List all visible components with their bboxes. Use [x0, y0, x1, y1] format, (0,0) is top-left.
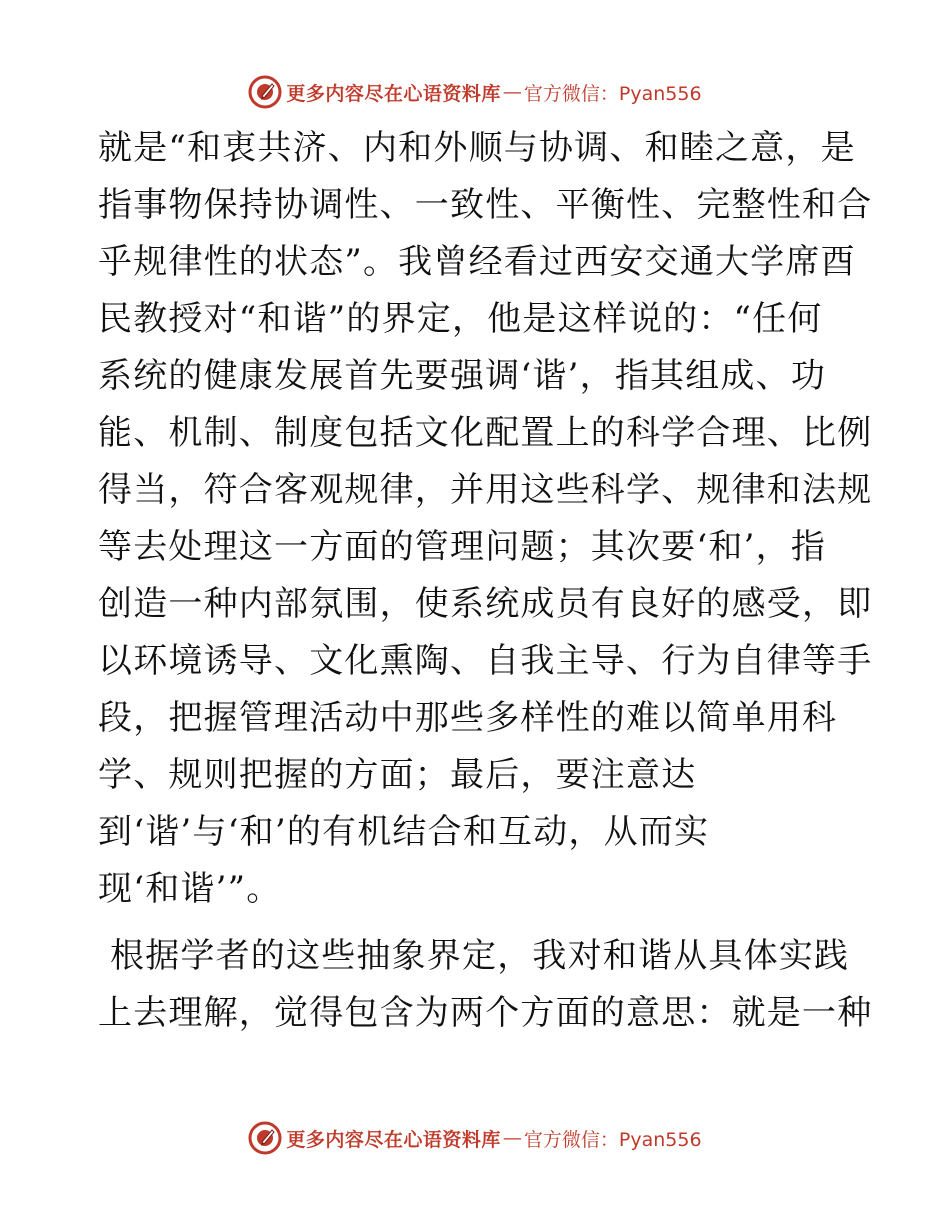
header-brand-text: 更多内容尽在心语资料库 [286, 82, 501, 105]
footer-wechat-text: 官方微信：Pyan556 [523, 1128, 702, 1151]
body-line: 能、机制、制度包括文化配置上的科学合理、比例 [98, 413, 873, 453]
body-line: 就是“和衷共济、内和外顺与协调、和睦之意，是 [98, 128, 856, 168]
footer-brand-text: 更多内容尽在心语资料库 [286, 1128, 501, 1151]
body-line: 得当，符合客观规律，并用这些科学、规律和法规 [98, 470, 873, 510]
paragraph-gap [98, 918, 858, 928]
header-wechat-text: 官方微信：Pyan556 [523, 82, 702, 105]
header-dash: — [502, 81, 522, 103]
body-line: 等去处理这一方面的管理问题；其次要‘和’，指 [98, 527, 827, 567]
document-body [98, 120, 873, 1042]
header-banner [0, 70, 950, 114]
body-line: 学、规则把握的方面；最后，要注意达 [98, 755, 697, 795]
body-line: 现‘和谐’”。 [98, 869, 282, 909]
body-line: 到‘谐’与‘和’的有机结合和互动，从而实 [98, 812, 710, 852]
body-line: 上去理解，觉得包含为两个方面的意思：就是一种 [98, 993, 873, 1033]
body-line: 民教授对“和谐”的界定，他是这样说的：“任何 [98, 299, 823, 339]
brand-logo-icon [248, 1121, 282, 1155]
footer-dash: — [502, 1127, 522, 1149]
body-line: 段，把握管理活动中那些多样性的难以简单用科 [98, 698, 838, 738]
body-line: 创造一种内部氛围，使系统成员有良好的感受，即 [98, 584, 873, 624]
body-line: 以环境诱导、文化熏陶、自我主导、行为自律等手 [98, 641, 873, 681]
body-line: 指事物保持协调性、一致性、平衡性、完整性和合 [98, 185, 873, 225]
body-line: 根据学者的这些抽象界定，我对和谐从具体实践 [98, 936, 850, 976]
body-line: 系统的健康发展首先要强调‘谐’，指其组成、功 [98, 356, 827, 396]
brand-logo-icon [248, 75, 282, 109]
footer-banner [0, 1116, 950, 1160]
body-line: 乎规律性的状态”。我曾经看过西安交通大学席酉 [98, 242, 856, 282]
